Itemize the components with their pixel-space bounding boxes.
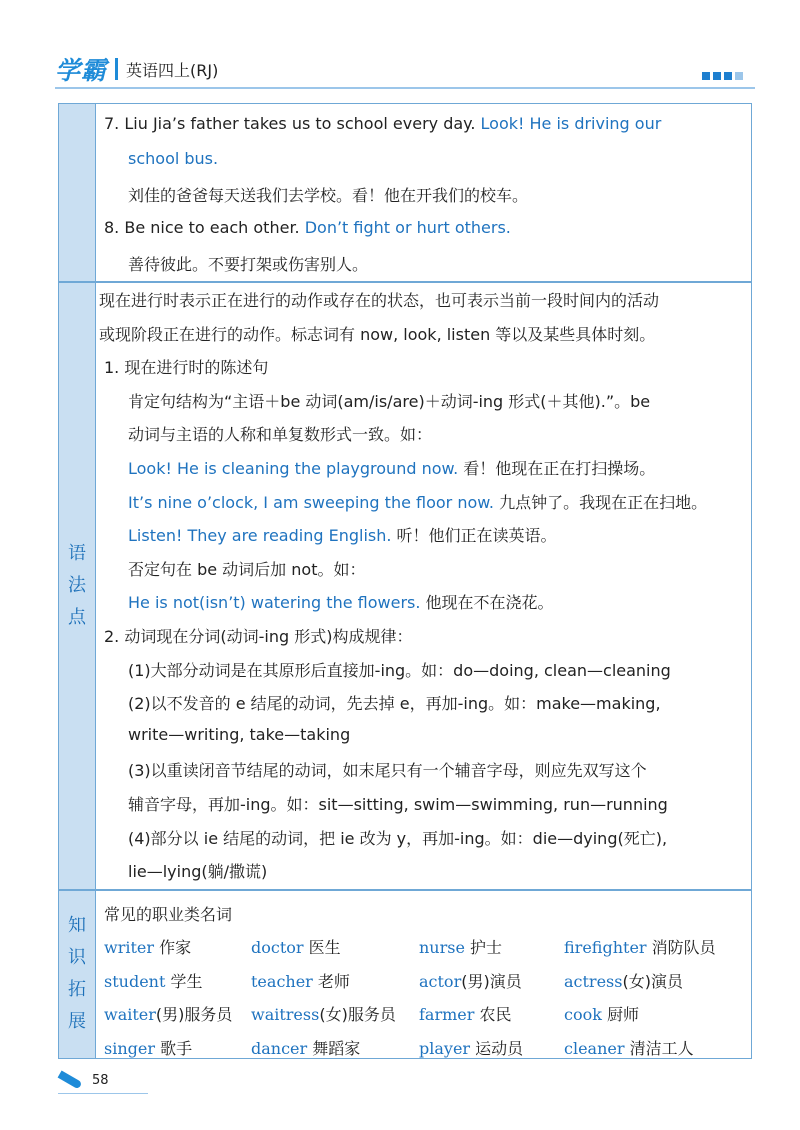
vocab-chinese: 学生 bbox=[165, 971, 203, 991]
text-line bbox=[104, 355, 268, 378]
vocab-chinese: 医生 bbox=[303, 938, 341, 957]
page-header bbox=[55, 52, 755, 88]
vocab-item bbox=[104, 969, 202, 992]
text-line bbox=[128, 590, 554, 613]
vocab-item bbox=[564, 935, 716, 958]
vocab-item bbox=[419, 1002, 512, 1025]
vocab-english: cleaner bbox=[564, 1038, 625, 1058]
text-segment: 现在进行时表示正在进行的动作或存在的状态，也可表示当前一段时间内的活动 bbox=[99, 291, 660, 310]
text-line bbox=[128, 792, 668, 815]
vocab-item bbox=[419, 969, 522, 992]
vocab-english: singer bbox=[104, 1038, 155, 1058]
text-line bbox=[99, 322, 655, 345]
text-line bbox=[128, 490, 707, 513]
brand-logo bbox=[55, 52, 218, 86]
vocab-english: doctor bbox=[251, 938, 304, 957]
vocab-english: actress bbox=[564, 971, 623, 991]
header-decoration-icon bbox=[702, 72, 743, 80]
text-segment: 他现在不在浇花。 bbox=[425, 593, 554, 613]
brand-divider bbox=[115, 58, 118, 80]
text-segment: He is not(isn’t) watering the flowers. bbox=[128, 593, 426, 613]
vocab-english: nurse bbox=[419, 938, 465, 957]
vocab-item bbox=[419, 1036, 523, 1059]
vocab-item bbox=[564, 1036, 694, 1059]
book-subtitle: 英语四上(RJ) bbox=[126, 60, 219, 80]
vocab-item bbox=[251, 1036, 360, 1059]
text-segment: 2. 动词现在分词(动词-ing 形式)构成规律： bbox=[104, 627, 413, 646]
vocab-chinese: 清洁工人 bbox=[624, 1038, 694, 1058]
text-segment: 否定句在 be 动词后加 not。如： bbox=[128, 559, 366, 579]
vocab-chinese: (女)演员 bbox=[622, 971, 683, 991]
section-side-grammar bbox=[59, 282, 96, 890]
text-segment: 动词与主语的人称和单复数形式一致。如： bbox=[128, 425, 433, 445]
text-line bbox=[104, 114, 661, 133]
section-label-char: 识 bbox=[68, 947, 86, 968]
text-segment: 听！他们正在读英语。 bbox=[396, 526, 557, 546]
text-segment: school bus. bbox=[128, 148, 219, 168]
section-label-char: 语 bbox=[68, 543, 86, 564]
vocab-item bbox=[419, 935, 502, 958]
vocab-chinese: 老师 bbox=[312, 971, 350, 991]
text-line bbox=[128, 523, 557, 546]
text-line bbox=[128, 149, 218, 168]
text-line bbox=[128, 758, 647, 781]
text-segment: Don’t fight or hurt others. bbox=[304, 217, 511, 237]
vocab-english: teacher bbox=[251, 971, 313, 991]
pencil-icon bbox=[58, 1071, 83, 1090]
text-segment: (3)以重读闭音节结尾的动词，如末尾只有一个辅音字母，则应先双写这个 bbox=[128, 761, 647, 781]
vocab-item bbox=[104, 935, 191, 958]
row-divider bbox=[59, 889, 751, 891]
vocab-english: firefighter bbox=[564, 938, 647, 957]
section-label-char: 展 bbox=[68, 1011, 86, 1032]
text-line bbox=[128, 826, 667, 849]
text-segment: (1)大部分动词是在其原形后直接加-ing。如：do—doing, clean—cleaning bbox=[128, 660, 671, 680]
page-number: 58 bbox=[92, 1072, 109, 1088]
text-segment: Look! He is cleaning the playground now. bbox=[128, 459, 464, 478]
text-line bbox=[128, 422, 432, 445]
vocab-chinese: (男)服务员 bbox=[155, 1005, 233, 1024]
text-segment: 刘佳的爸爸每天送我们去学校。看！他在开我们的校车。 bbox=[128, 186, 529, 205]
text-segment: (4)部分以 ie 结尾的动词，把 ie 改为 y，再加-ing。如：die—dying(死亡), bbox=[128, 828, 668, 848]
vocab-english: writer bbox=[104, 938, 155, 957]
vocab-english: cook bbox=[564, 1005, 602, 1024]
vocab-english: actor bbox=[419, 971, 462, 991]
vocab-english: farmer bbox=[419, 1005, 475, 1024]
text-line bbox=[99, 288, 659, 311]
text-line bbox=[128, 658, 671, 681]
text-line bbox=[128, 859, 267, 882]
text-line bbox=[128, 557, 365, 580]
text-line bbox=[104, 624, 412, 647]
vocab-item bbox=[251, 969, 350, 992]
text-line bbox=[128, 725, 350, 744]
text-segment: 肯定句结构为“主语＋be 动词(am/is/are)＋动词-ing 形式(＋其他).”。be bbox=[128, 391, 651, 411]
vocab-chinese: 运动员 bbox=[470, 1038, 524, 1058]
vocabulary-title: 常见的职业类名词 bbox=[104, 905, 233, 924]
page-footer bbox=[58, 1068, 109, 1092]
vocab-item bbox=[251, 1002, 396, 1025]
vocab-chinese: 厨师 bbox=[601, 1005, 640, 1024]
row-divider bbox=[59, 281, 751, 283]
vocab-item bbox=[104, 1036, 192, 1059]
brand-name: 学霸 bbox=[55, 56, 108, 85]
text-segment: Look! He is driving our bbox=[480, 114, 662, 133]
text-segment: 1. 现在进行时的陈述句 bbox=[104, 358, 269, 378]
vocab-chinese: 护士 bbox=[464, 938, 503, 957]
header-divider bbox=[55, 87, 755, 89]
footer-divider bbox=[58, 1093, 148, 1094]
text-line bbox=[128, 691, 661, 714]
vocab-english: waiter bbox=[104, 1005, 156, 1024]
content-table bbox=[58, 103, 752, 1059]
vocab-english: dancer bbox=[251, 1038, 308, 1058]
vocab-chinese: (男)演员 bbox=[461, 971, 522, 991]
vocab-chinese: 农民 bbox=[474, 1005, 512, 1024]
vocab-english: player bbox=[419, 1038, 471, 1058]
text-segment: lie—lying(躺/撒谎) bbox=[128, 862, 268, 882]
text-line bbox=[128, 183, 528, 206]
text-segment: Listen! They are reading English. bbox=[128, 526, 397, 546]
vocab-chinese: 消防队员 bbox=[646, 938, 716, 957]
text-segment: 或现阶段正在进行的动作。标志词有 now, look, listen 等以及某些具体时刻。 bbox=[99, 324, 656, 344]
vocab-chinese: (女)服务员 bbox=[319, 1005, 396, 1024]
vocab-english: waitress bbox=[251, 1005, 320, 1024]
vocab-item bbox=[251, 935, 341, 958]
section-label-char: 拓 bbox=[68, 979, 86, 1000]
section-label-char: 知 bbox=[68, 915, 86, 936]
text-segment: write—writing, take—taking bbox=[128, 724, 351, 744]
text-segment: (2)以不发音的 e 结尾的动词，先去掉 e，再加-ing。如：make—making, bbox=[128, 694, 661, 714]
vocab-item bbox=[564, 969, 683, 992]
text-line bbox=[128, 389, 650, 412]
section-label-char: 点 bbox=[68, 607, 86, 628]
section-side-knowledge bbox=[59, 890, 96, 1058]
text-segment: 辅音字母，再加-ing。如：sit—sitting, swim—swimming, run—running bbox=[128, 795, 668, 814]
text-line bbox=[128, 456, 655, 479]
text-segment: 九点钟了。我现在正在扫地。 bbox=[499, 492, 708, 512]
section-side-blank bbox=[59, 104, 96, 282]
section-label-char: 法 bbox=[68, 575, 86, 596]
text-segment: 7. Liu Jia’s father takes us to school every day. bbox=[104, 114, 481, 133]
vocab-chinese: 作家 bbox=[154, 938, 192, 957]
text-segment: It’s nine o’clock, I am sweeping the floor now. bbox=[128, 492, 500, 512]
vocab-item bbox=[104, 1002, 232, 1025]
vocab-chinese: 歌手 bbox=[155, 1038, 193, 1058]
text-segment: 善待彼此。不要打架或伤害别人。 bbox=[128, 255, 369, 274]
vocab-chinese: 舞蹈家 bbox=[307, 1038, 361, 1058]
text-segment: 8. Be nice to each other. bbox=[104, 217, 305, 237]
text-line bbox=[128, 252, 368, 275]
text-line bbox=[104, 218, 511, 237]
text-segment: 看！他现在正在打扫操场。 bbox=[463, 459, 656, 478]
vocab-item bbox=[564, 1002, 639, 1025]
vocab-english: student bbox=[104, 971, 166, 991]
